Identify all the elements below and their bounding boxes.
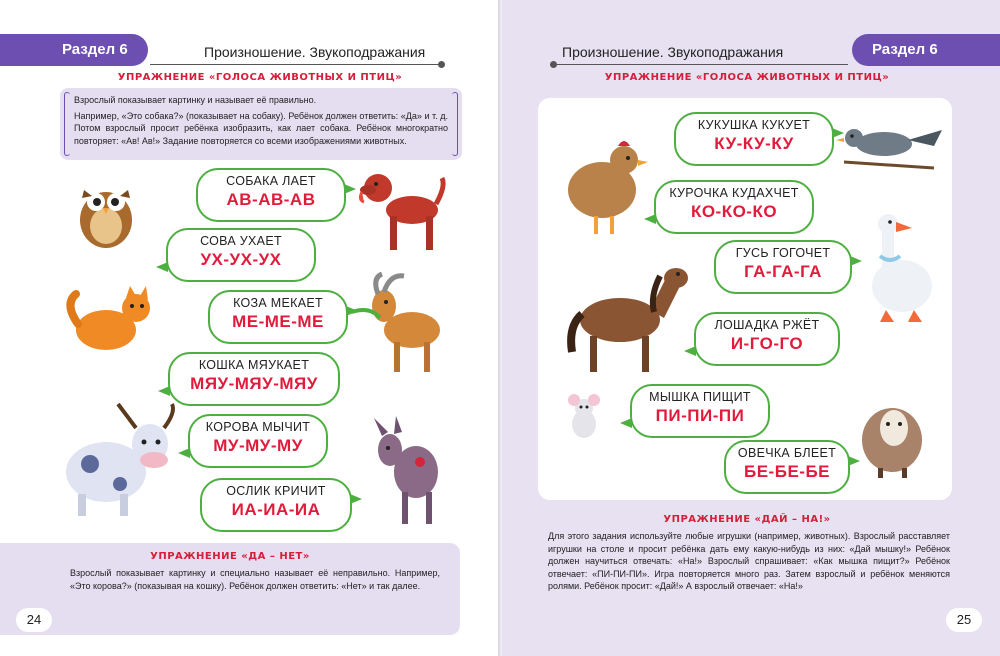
mouse-illustration [564,394,602,440]
cuckoo-illustration [834,116,944,176]
bubble-caption: СОБАКА ЛАЕТ [226,174,316,188]
bubble-sound: МЕ-МЕ-МЕ [232,312,324,331]
bubble-caption: КУРОЧКА КУДАХЧЕТ [669,186,799,200]
exercise-instructions [60,88,462,160]
speech-bubble-donkey [200,478,352,532]
bracket-right [452,92,458,156]
bubble-caption: ЛОШАДКА РЖЁТ [714,318,820,332]
bubble-caption: КОЗА МЕКАЕТ [233,296,323,310]
bubble-sound: КУ-КУ-КУ [714,134,794,153]
dog-illustration [356,164,448,256]
hen-illustration [552,132,652,238]
bubble-sound: МЯУ-МЯУ-МЯУ [190,374,318,393]
section-tab: Раздел 6 [852,34,1000,66]
bubble-caption: МЫШКА ПИЩИТ [649,390,751,404]
instruction-paragraph: Например, «Это собака?» (показывает на собаку). Ребёнок должен ответить: «Да» и т. д. Потом взрослый просит ребёнка изобразить, как лает собака. Ребёнок многократно повторяет: «Ав! Ав!» Задание повторяется со всеми изображениями животных. [74,110,448,146]
bubble-sound: АВ-АВ-АВ [226,190,316,209]
exercise-title: УПРАЖНЕНИЕ «ГОЛОСА ЖИВОТНЫХ И ПТИЦ» [604,72,890,83]
bubble-sound: ГА-ГА-ГА [744,262,822,281]
bubble-caption: КОРОВА МЫЧИТ [205,420,311,434]
illustration-panel [538,98,952,500]
title-rule-dot [438,61,445,68]
bubble-sound: КО-КО-КО [690,202,778,221]
title-rule-dot [550,61,557,68]
bubble-sound: БЕ-БЕ-БЕ [744,462,830,481]
goose-illustration [854,210,942,328]
speech-bubble-cat [168,352,340,406]
bubble-sound: ИА-ИА-ИА [231,500,321,519]
goat-illustration [350,272,448,378]
exercise-2-panel [0,543,460,635]
bubble-caption: ОВЕЧКА БЛЕЕТ [737,446,837,460]
title-rule [150,64,440,65]
bubble-caption: ГУСЬ ГОГОЧЕТ [735,246,831,260]
exercise-title: УПРАЖНЕНИЕ «ДАЙ – НА!» [663,514,831,525]
exercise-title: УПРАЖНЕНИЕ «ДА – НЕТ» [150,551,310,562]
bubble-sound: УХ-УХ-УХ [200,250,282,269]
section-tab: Раздел 6 [0,34,148,66]
owl-illustration [66,176,146,250]
speech-bubble-cow [188,414,328,468]
title-rule [556,64,848,65]
bubble-sound: МУ-МУ-МУ [213,436,303,455]
exercise-2-instructions: Взрослый показывает картинку и специально называет её неправильно. Например, «Это корова?» (показывая на кошку). Ребёнок должен ответить: «Нет» и так далее. [70,568,440,591]
speech-bubble-dog [196,168,346,222]
bubble-sound: И-ГО-ГО [730,334,804,353]
bubble-sound: ПИ-ПИ-ПИ [655,406,745,425]
bubble-caption: ОСЛИК КРИЧИТ [226,484,326,498]
right-page [502,0,1000,656]
speech-bubble-owl [166,228,316,282]
page-number: 25 [946,608,982,632]
page-number: 24 [16,608,52,632]
speech-bubble-hen [654,180,814,234]
cat-illustration [60,284,158,358]
speech-bubble-mouse [630,384,770,438]
donkey-illustration [366,416,446,528]
speech-bubble-goose [714,240,852,294]
cow-illustration [60,398,178,520]
speech-bubble-horse [694,312,840,366]
bubble-caption: СОВА УХАЕТ [200,234,282,248]
speech-bubble-sheep [724,440,850,494]
speech-bubble-goat [208,290,348,344]
bubble-caption: КОШКА МЯУКАЕТ [198,358,310,372]
exercise-title: УПРАЖНЕНИЕ «ГОЛОСА ЖИВОТНЫХ И ПТИЦ» [117,72,403,83]
running-title: Произношение. Звукоподражания [204,44,426,60]
running-title: Произношение. Звукоподражания [562,44,784,60]
exercise-2-instructions: Для этого задания используйте любые игрушки (например, животных). Взрослый расставляет игрушки на столе и просит ребёнка дать ему какую-нибудь из них: «Дай мышку!» Ребёнок должен научиться отвечать: «На!» Взрослый спрашивает: «Как мышка пищит?» Ребёнок отвечает: «ПИ-ПИ-ПИ». Игра повторяется много раз. Затем взрослый и ребёнок меняются ролями. Ребёнок просит: «Дай!» А взрослый отвечает: «На!» [548,531,950,591]
instruction-paragraph: Взрослый показывает картинку и называет её правильно. [74,95,317,105]
bubble-caption: КУКУШКА КУКУЕТ [697,118,811,132]
horse-illustration [564,256,694,376]
sheep-illustration [856,400,926,480]
left-page [0,0,498,656]
bracket-left [64,92,70,156]
speech-bubble-cuckoo [674,112,834,166]
